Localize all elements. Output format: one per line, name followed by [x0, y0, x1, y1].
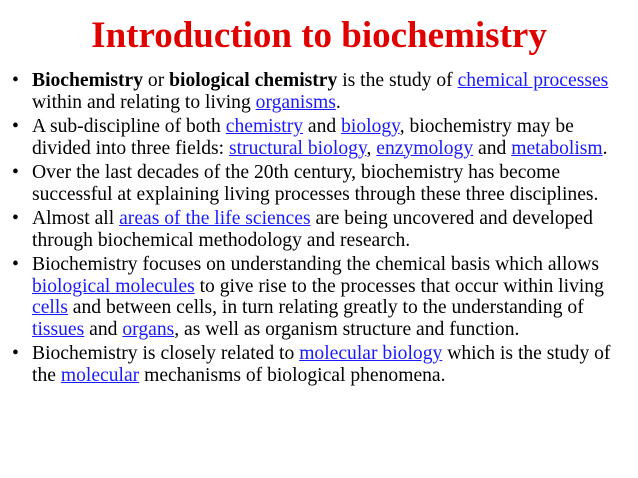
bullet-text: and [84, 318, 123, 340]
bullet-text: are being uncovered and developed through biochemical methodology and research. [32, 208, 593, 251]
bullet-item [8, 208, 634, 251]
bullet-dot: • [12, 254, 19, 275]
bullet-dot: • [12, 162, 19, 183]
link-chemical-processes[interactable]: chemical processes [457, 70, 609, 91]
bullet-item [8, 116, 634, 159]
bullet-list [8, 70, 634, 389]
bullet-item [8, 343, 634, 386]
link-structural-biology[interactable]: structural biology [228, 137, 367, 159]
bullet-text: and [473, 137, 512, 159]
slide-title: Introduction to biochemistry [91, 15, 547, 56]
link-enzymology[interactable]: enzymology [376, 137, 474, 159]
bullet-text: and between cells, in turn relating greatly to the understanding of [67, 297, 584, 318]
bullet-text: mechanisms of biological phenomena. [139, 364, 446, 386]
link-metabolism[interactable]: metabolism [511, 137, 603, 159]
bullet-text: . [602, 137, 608, 159]
bullet-item [8, 162, 634, 205]
bold-term-biochemistry: Biochemistry [32, 70, 144, 91]
bullet-dot: • [12, 70, 19, 91]
bullet-text: , biochemistry may be divided into three fields: [32, 116, 574, 159]
bullet-dot: • [12, 116, 19, 137]
link-molecular-biology[interactable]: molecular biology [299, 343, 443, 364]
link-tissues[interactable]: tissues [32, 318, 85, 340]
bullet-item [8, 254, 634, 340]
link-areas-of-the-life-sciences[interactable]: areas of the life sciences [119, 208, 311, 229]
bullet-text: and [303, 116, 342, 137]
bullet-text: Almost all [32, 208, 120, 229]
bold-term-biological-chemistry: biological chemistry [169, 70, 338, 91]
link-molecular[interactable]: molecular [60, 364, 140, 386]
bullet-text: or [143, 70, 170, 91]
bullet-text: is the study of [337, 70, 458, 91]
bullet-item [8, 70, 634, 113]
link-organisms[interactable]: organisms [255, 91, 336, 113]
link-organs[interactable]: organs [122, 318, 175, 340]
link-chemistry[interactable]: chemistry [225, 116, 304, 137]
bullet-text: , as well as organism structure and function. [174, 318, 520, 340]
bullet-text: A sub-discipline of both [32, 116, 226, 137]
bullet-text: Biochemistry focuses on understanding the chemical basis which allows [32, 254, 600, 275]
bullet-dot: • [12, 343, 19, 364]
bullet-text: to give rise to the processes that occur within living [194, 275, 604, 297]
link-biology[interactable]: biology [341, 116, 400, 137]
bullet-text: within and relating to living [32, 91, 256, 113]
bullet-text: , [366, 137, 377, 159]
bullet-text: which is the study of the [32, 343, 611, 386]
link-cells[interactable]: cells [32, 297, 68, 318]
link-biological-molecules[interactable]: biological molecules [32, 275, 195, 297]
bullet-text: Over the last decades of the 20th century, biochemistry has become successful at explaining living processes through these three disciplines. [32, 162, 599, 205]
bullet-text: Biochemistry is closely related to [32, 343, 300, 364]
bullet-dot: • [12, 208, 19, 229]
bullet-text: . [335, 91, 341, 113]
